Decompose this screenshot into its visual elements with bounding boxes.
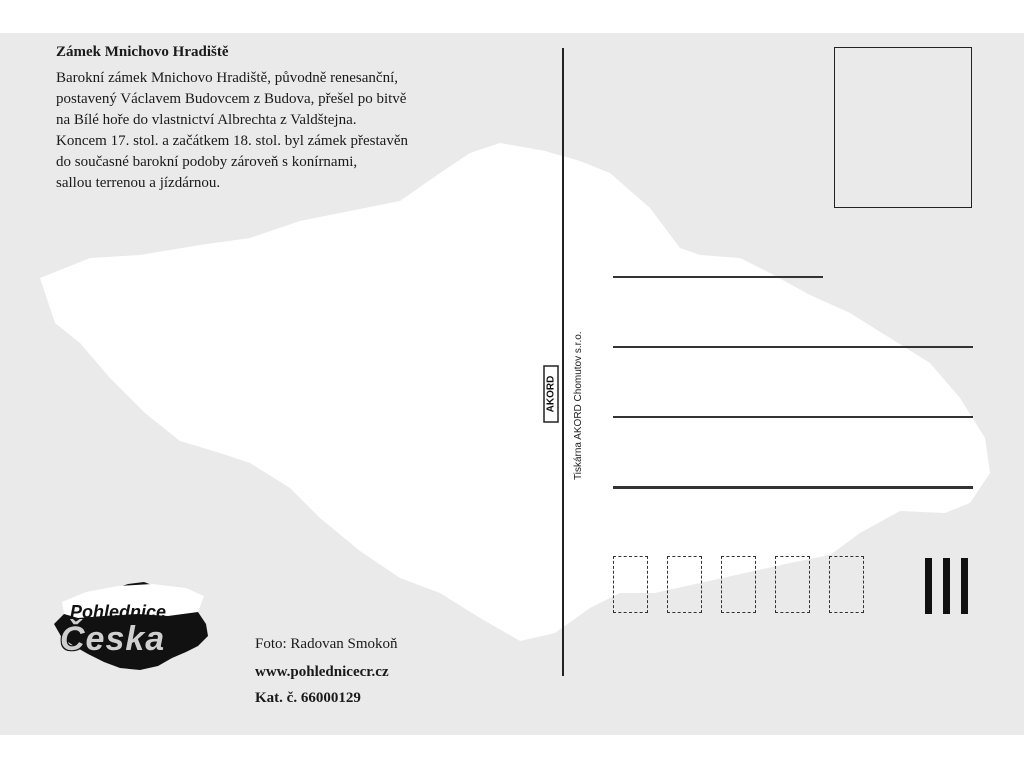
website-link[interactable]: www.pohlednicecr.cz — [255, 664, 389, 680]
address-line — [613, 346, 973, 348]
description-line: na Bílé hoře do vlastnictví Albrechta z Valdštejna. — [56, 112, 357, 128]
catalog-number: Kat. č. 66000129 — [255, 690, 361, 706]
printer-credit: Tiskárna AKORD Chomutov s.r.o. — [573, 331, 584, 480]
postal-code-box — [829, 556, 864, 613]
card-title: Zámek Mnichovo Hradiště — [56, 44, 229, 60]
description-line: sallou terrenou a jízdárnou. — [56, 175, 221, 191]
barcode-bar — [961, 558, 968, 614]
center-divider — [562, 48, 564, 676]
akord-logo-icon — [541, 364, 561, 424]
card-description — [56, 68, 516, 194]
address-line — [613, 486, 973, 489]
svg-text:AKORD: AKORD — [545, 375, 557, 413]
postal-code-box — [667, 556, 702, 613]
description-line: postavený Václavem Budovcem z Budova, přešel po bitvě — [56, 91, 407, 107]
address-line — [613, 276, 823, 278]
postal-code-box — [775, 556, 810, 613]
address-line — [613, 416, 973, 418]
postal-code-box — [721, 556, 756, 613]
description-line: do současné barokní podoby zároveň s konírnami, — [56, 154, 358, 170]
stamp-area — [834, 47, 972, 208]
photo-credit: Foto: Radovan Smokoň — [255, 636, 398, 652]
description-line: Barokní zámek Mnichovo Hradiště, původně renesanční, — [56, 70, 398, 86]
description-line: Koncem 17. stol. a začátkem 18. stol. byl zámek přestavěn — [56, 133, 408, 149]
logo-text-ceska: Česka — [60, 620, 166, 658]
postal-code-box — [613, 556, 648, 613]
barcode-bar — [925, 558, 932, 614]
logo-text-pohlednice: Pohlednice — [70, 602, 167, 622]
barcode-bar — [943, 558, 950, 614]
